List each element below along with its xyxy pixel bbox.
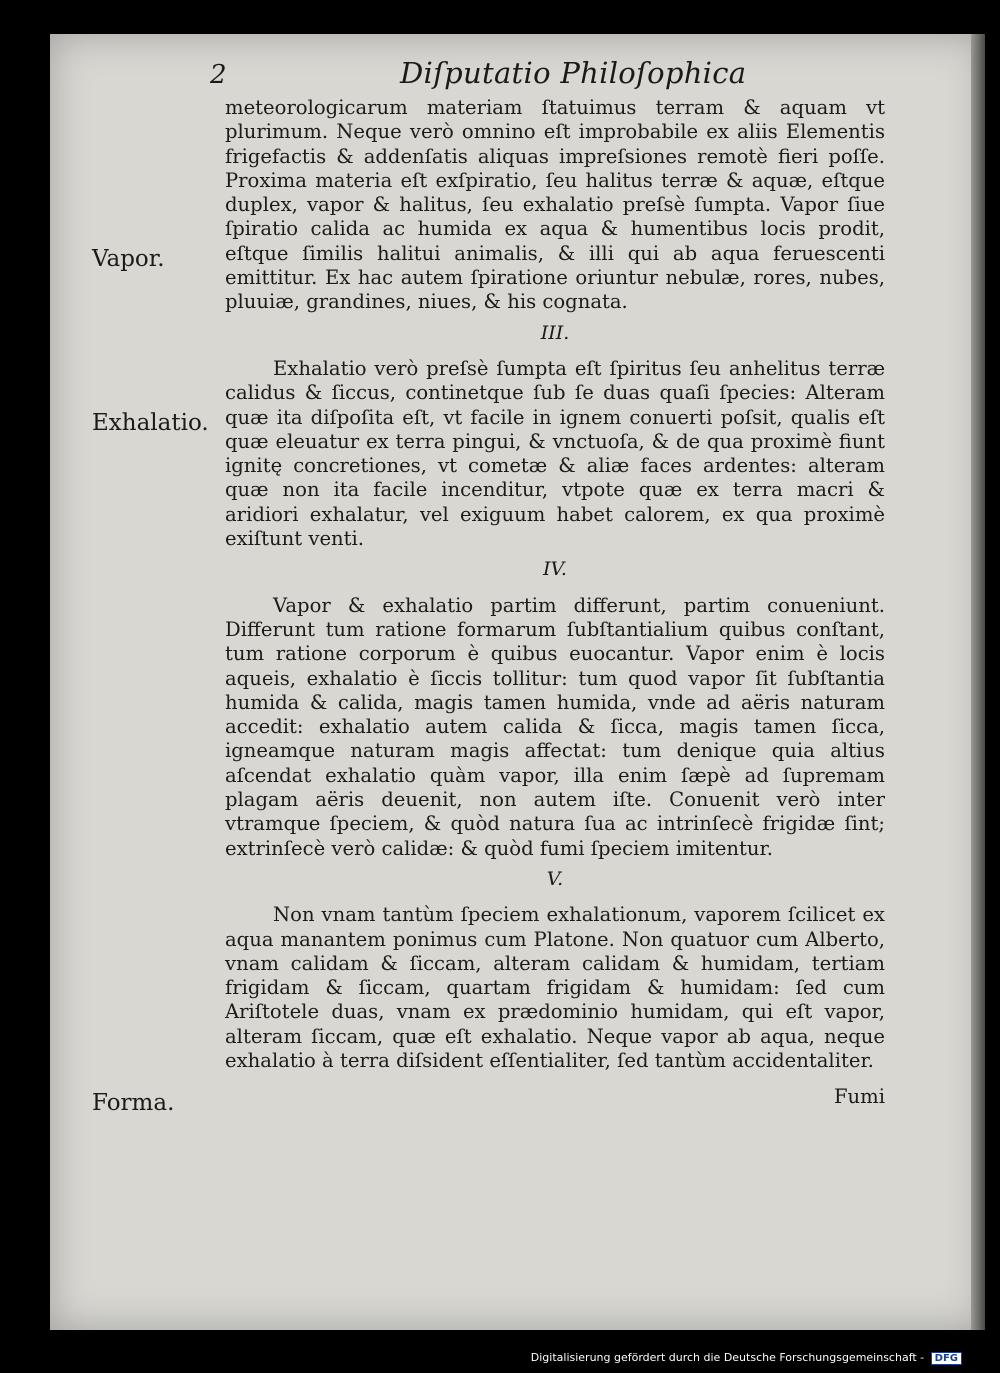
footer-text: Digitalisierung gefördert durch die Deutsche Forschungsgemeinschaft - bbox=[530, 1351, 925, 1364]
paragraph-5: Non vnam tantùm ſpeciem exhalationum, vaporem ſcilicet ex aqua manantem ponimus cum Platone. Non quatuor cum Alberto, vnam calidam & ſiccam, alteram calidam & humidam, tertiam frigidam & ſiccam, quartam frigidam & humidam: ſed cum Ariſtotele duas, vnam ex prædominio humidam, qui eſt vapor, alteram ſiccam, quæ eſt exhalatio. Neque vapor ab aqua, neque exhalatio à terra diſsident eſſentialiter, ſed tantùm accidentaliter. bbox=[225, 903, 885, 1072]
margin-note-forma: Forma. bbox=[92, 1090, 175, 1116]
catchword: Fumi bbox=[833, 1085, 885, 1109]
page-number: 2 bbox=[210, 60, 227, 90]
section-number-3: III. bbox=[540, 321, 570, 344]
section-number-4: IV. bbox=[543, 558, 567, 581]
margin-note-exhalatio: Exhalatio. bbox=[92, 410, 209, 436]
section-number-5: V. bbox=[546, 867, 564, 890]
margin-note-vapor: Vapor. bbox=[92, 246, 165, 272]
paragraph-4: Vapor & exhalatio partim differunt, partim conueniunt. Differunt tum ratione formarum ſubſtantialium quibus conſtant, tum ratione corporum è quibus euocantur. Vapor enim è locis aqueis, exhalatio è ſiccis tollitur: tum quod vapor ſit ſubſtantia humida & calida, magis tamen humida, vnde ad aëris naturam accedit: exhalatio autem calida & ſicca, magis tamen ſicca, igneamque naturam magis affectat: tum denique quia altius aſcendat exhalatio quàm vapor, illa enim ſæpè ad ſupremam plagam aëris deuenit, non autem iſte. Conuenit verò inter vtramque ſpeciem, & quòd natura ſua ac intrinſecè frigidæ ſint; extrinſecè verò calidæ: & quòd fumi ſpeciem imitentur. bbox=[225, 593, 885, 860]
running-head: Diſputatio Philoſophica bbox=[400, 56, 747, 90]
footer-credit bbox=[531, 1351, 962, 1365]
dfg-logo: DFG bbox=[931, 1352, 962, 1365]
page-edge bbox=[971, 34, 985, 1330]
body-text bbox=[225, 96, 885, 1110]
paragraph-continuation: meteorologicarum materiam ſtatuimus terram & aquam vt plurimum. Neque verò omnino eſt improbabile ex aliis Elementis frigefactis & addenſatis aliquas impreſsiones remotè fieri poſſe. Proxima materia eſt exſpiratio, ſeu halitus terræ & aquæ, eſtque duplex, vapor & halitus, ſeu exhalatio preſsè ſumpta. Vapor ſiue ſpiratio calida ac humida ex aqua & humentibus locis prodit, eſtque ſimilis halitui animalis, & illi qui ab aqua feruescenti emittitur. Ex hac autem ſpiratione oriuntur nebulæ, rores, nubes, pluuiæ, grandines, niues, & his cognata. bbox=[225, 96, 885, 314]
paragraph-3: Exhalatio verò preſsè ſumpta eſt ſpiritus ſeu anhelitus terræ calidus & ſiccus, continetque ſub ſe duas quaſi ſpecies: Alteram quæ ita diſpoſita eſt, vt facile in ignem conuerti poſsit, qualis eſt quæ eleuatur ex terra pingui, & vnctuoſa, & de qua proximè fiunt ignitę concretiones, vt cometæ & aliæ faces ardentes: alteram quæ non ita facile incenditur, vtpote quæ ex terra macri & aridiori exhalatur, vel exiguum habet calorem, ex qua proximè exiſtunt venti. bbox=[225, 356, 885, 551]
